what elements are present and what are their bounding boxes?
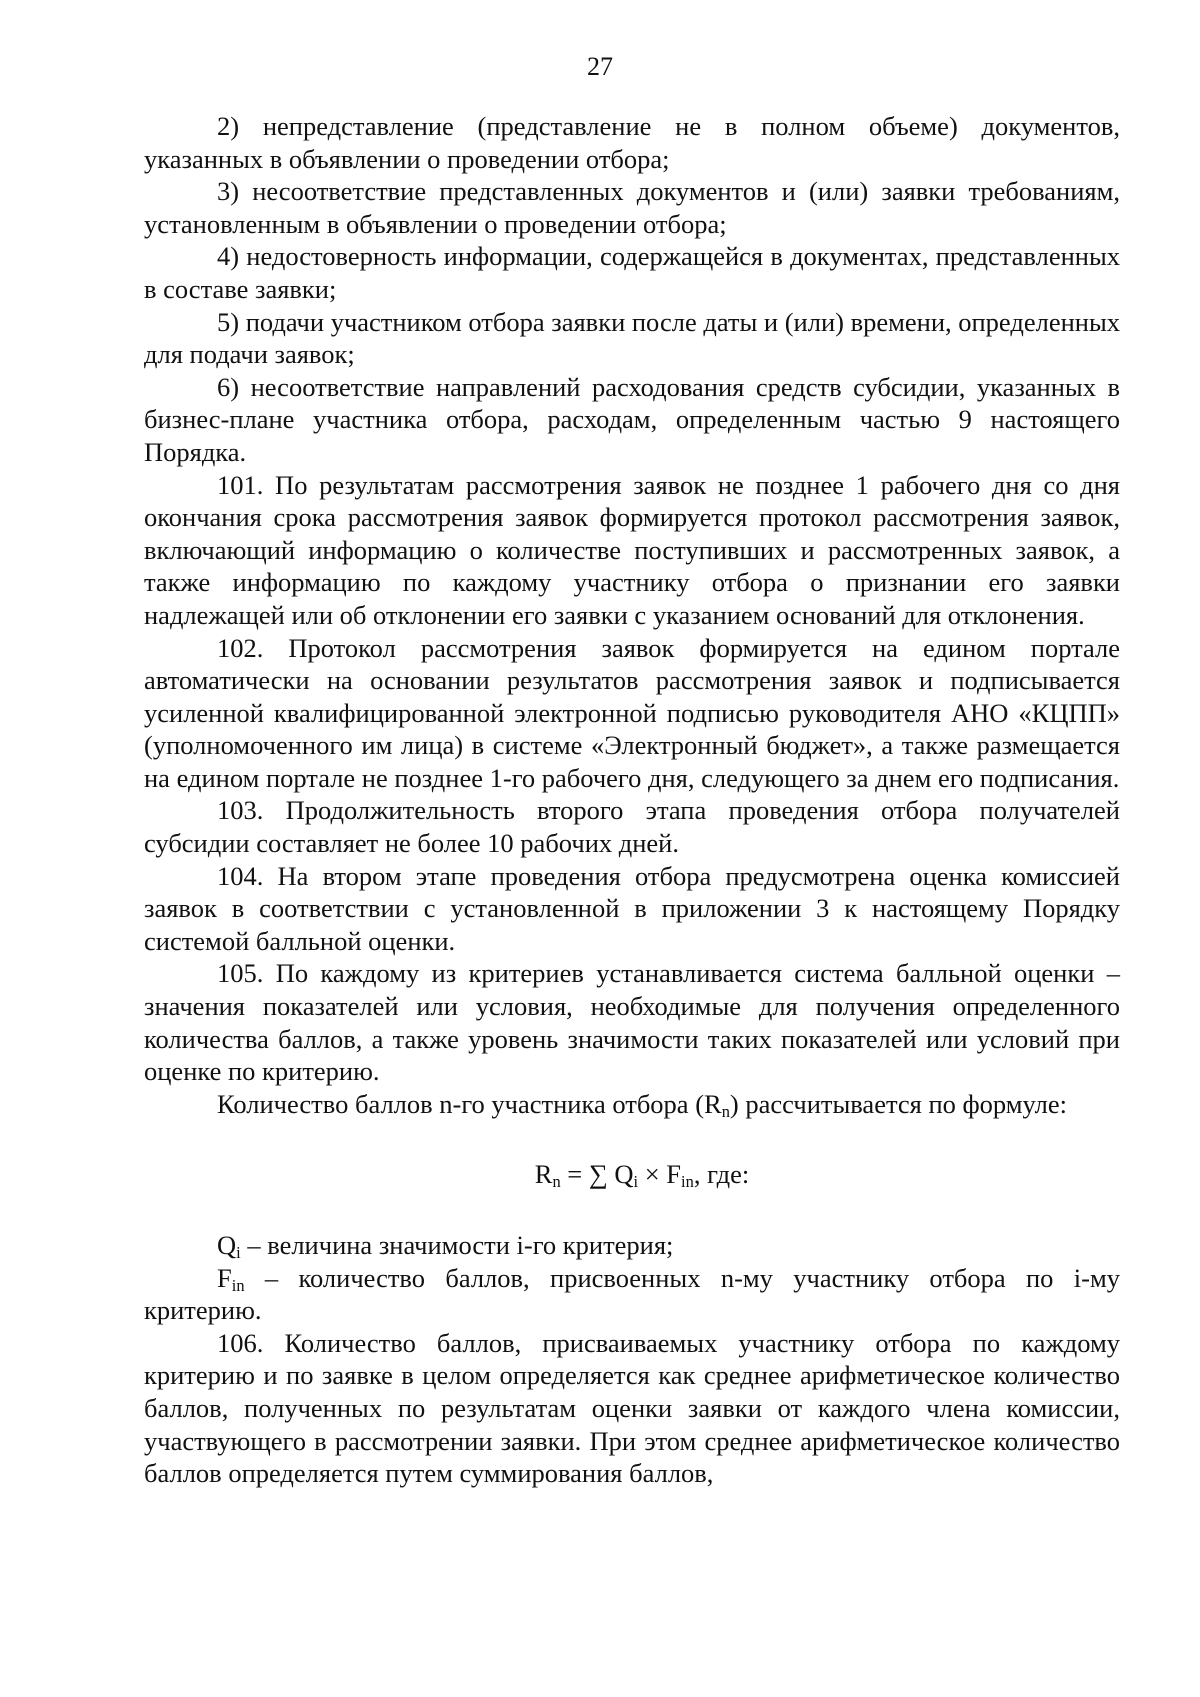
page-number: 27 xyxy=(587,52,613,81)
definition-f xyxy=(144,1262,1120,1327)
list-item-4: 4) недостоверность информации, содержащейся в документах, представленных в составе заявки; xyxy=(144,241,1120,304)
definition-q-sub: i xyxy=(236,1243,241,1263)
formula-q-sub: i xyxy=(633,1172,639,1192)
list-item-5: 5) подачи участником отбора заявки после даты и (или) времени, определенных для подачи заявок; xyxy=(144,306,1120,370)
formula-times-f: × F xyxy=(638,1159,682,1190)
document-body xyxy=(144,110,1120,1490)
paragraph-105: 105. По каждому из критериев устанавливается система балльной оценки – значения показателей или условия, необходимые для получения определенного количества баллов, а также уровень значимости таких показателей или условий при оценке по критерию. xyxy=(144,958,1120,1087)
paragraph-101: 101. По результатам рассмотрения заявок не позднее 1 рабочего дня со дня окончания срока рассмотрения заявок формируется протокол рассмотрения заявок, включающий информацию о количестве поступивших и рассмотренных заявок, а также информацию по каждому участнику отбора о признании его заявки надлежащей или об отклонении его заявки с указанием оснований для отклонения. xyxy=(144,469,1120,630)
definition-f-text: – количество баллов, присвоенных n-му участнику отбора по i-му критерию. xyxy=(144,1262,1120,1326)
formula-f-sub: in xyxy=(681,1172,694,1192)
paragraph-102: 102. Протокол рассмотрения заявок формируется на едином портале автоматически на основании результатов рассмотрения заявок и подписывается усиленной квалифицированной электронной подписью руководителя АНО «КЦПП» (уполномоченного им лица) в системе «Электронный бюджет», а также размещается на едином портале не позднее 1-го рабочего дня, следующего за днем его подписания. xyxy=(144,632,1120,793)
score-intro-before: Количество баллов n-го участника отбора (R xyxy=(217,1088,722,1119)
formula-r-sub: n xyxy=(552,1172,561,1192)
definition-q xyxy=(144,1229,1120,1262)
score-intro-after: ) рассчитывается по формуле: xyxy=(729,1088,1067,1119)
paragraph-106: 106. Количество баллов, присваиваемых участнику отбора по каждому критерию и по заявке в целом определяется как среднее арифметическое количество баллов, полученных по результатам оценки заявки от каждого члена комиссии, участвующего в рассмотрении заявки. При этом среднее арифметическое количество баллов определяется путем суммирования баллов, xyxy=(144,1327,1120,1489)
list-item-6: 6) несоответствие направлений расходования средств субсидии, указанных в бизнес-плане участника отбора, расходам, определенным частью 9 настоящего Порядка. xyxy=(144,371,1120,467)
definition-f-sub: in xyxy=(231,1275,245,1295)
definition-f-symbol: F xyxy=(217,1262,232,1293)
formula-r: R xyxy=(534,1159,553,1190)
paragraph-104: 104. На втором этапе проведения отбора предусмотрена оценка комиссией заявок в соответствии с установленной в приложении 3 к настоящему Порядку системой балльной оценки. xyxy=(144,860,1120,956)
score-intro-sub: n xyxy=(721,1101,730,1121)
score-intro xyxy=(144,1088,1120,1121)
list-item-3: 3) несоответствие представленных документов и (или) заявки требованиям, установленным в объявлении о проведении отбора; xyxy=(144,176,1120,239)
paragraph-103: 103. Продолжительность второго этапа проведения отбора получателей субсидии составляет не более 10 рабочих дней. xyxy=(144,795,1120,859)
definition-q-text: – величина значимости i-го критерия; xyxy=(240,1230,674,1260)
score-formula xyxy=(144,1158,1120,1191)
list-item-2: 2) непредставление (представление не в полном объеме) документов, указанных в объявлении о проведении отбора; xyxy=(144,111,1120,174)
formula-tail: , где: xyxy=(693,1159,750,1190)
formula-sum-q: = ∑ Q xyxy=(560,1159,634,1190)
definition-q-symbol: Q xyxy=(217,1230,237,1260)
